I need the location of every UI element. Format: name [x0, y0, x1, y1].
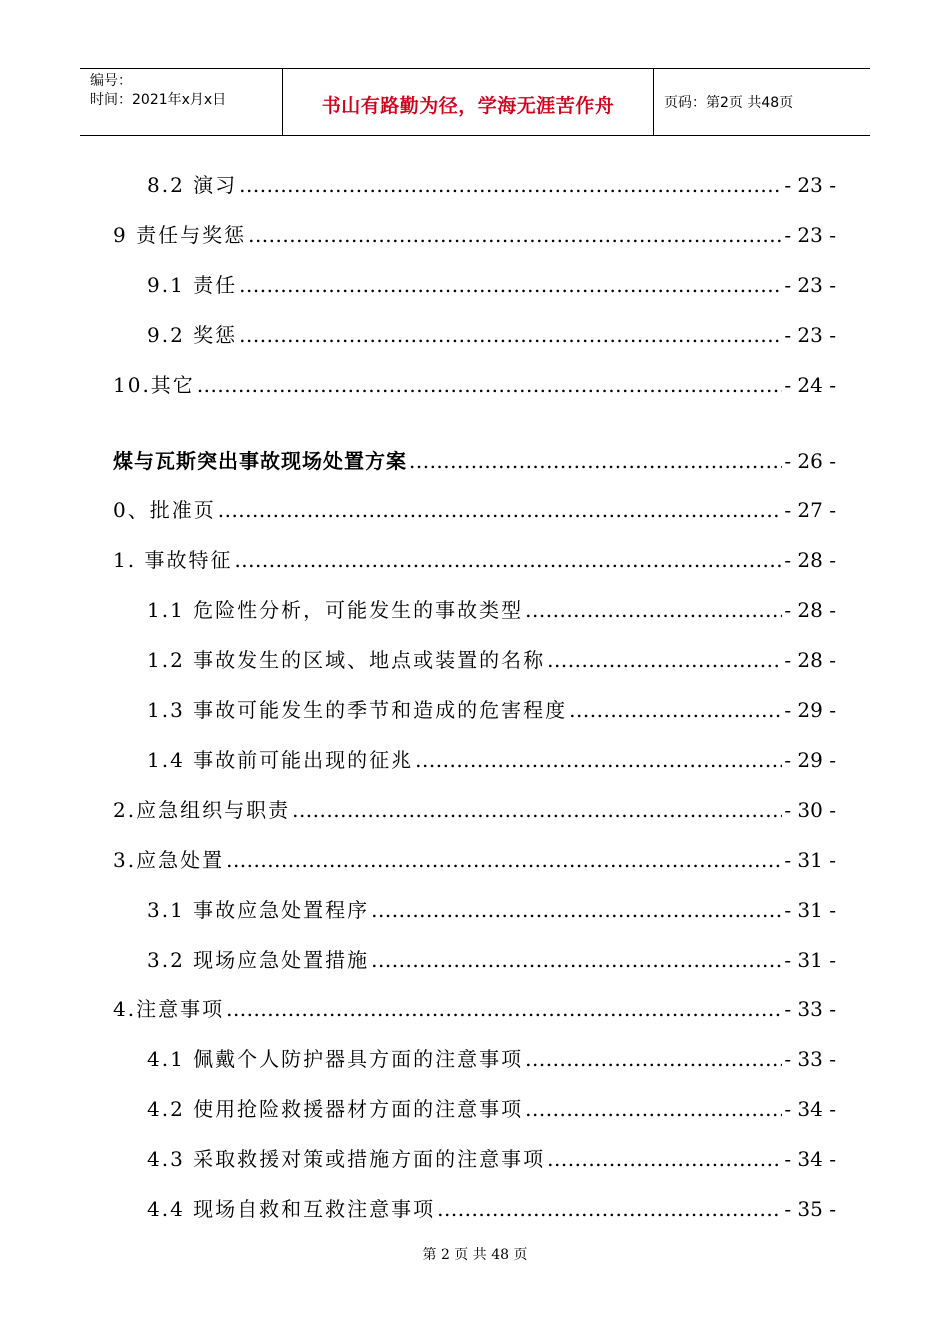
document-date: 时间：2021年x月x日 — [90, 92, 227, 108]
toc-dot-leader — [525, 1094, 782, 1124]
toc-entry-label: 9.2 奖惩 — [147, 322, 238, 347]
toc-entry[interactable] — [113, 545, 836, 575]
toc-dot-leader — [415, 745, 782, 775]
toc-entry-page: - 28 - — [784, 598, 836, 623]
toc-entry-label: 9.1 责任 — [147, 272, 238, 297]
toc-entry-page: - 35 - — [784, 1197, 836, 1221]
toc-dot-leader — [218, 495, 783, 525]
header-motto-cell — [282, 69, 654, 135]
toc-entry-page: - 23 - — [784, 322, 836, 347]
toc-dot-leader — [239, 320, 782, 350]
toc-entry-label: 1.4 事故前可能出现的征兆 — [147, 747, 414, 772]
toc-entry-page: - 26 - — [784, 448, 836, 473]
toc-dot-leader — [525, 595, 782, 625]
toc-entry-label: 4.2 使用抢险救援器材方面的注意事项 — [147, 1097, 524, 1122]
toc-entry[interactable] — [113, 795, 836, 825]
toc-entry-label: 8.2 演习 — [147, 173, 238, 197]
toc-dot-leader — [409, 446, 782, 476]
toc-entry[interactable] — [147, 945, 836, 975]
header-page-cell — [654, 69, 870, 135]
toc-entry[interactable] — [113, 446, 836, 476]
toc-dot-leader — [371, 895, 782, 925]
toc-entry[interactable] — [147, 1044, 836, 1074]
header-meta-cell — [80, 69, 282, 135]
toc-dot-leader — [547, 645, 782, 675]
toc-entry-page: - 31 - — [784, 847, 836, 872]
document-number-label: 编号： — [90, 73, 132, 89]
toc-entry-page: - 23 - — [784, 272, 836, 297]
toc-entry[interactable] — [147, 745, 836, 775]
toc-entry-label: 4.3 采取救援对策或措施方面的注意事项 — [147, 1147, 546, 1172]
toc-entry-page: - 27 - — [784, 498, 836, 523]
toc-entry[interactable] — [147, 270, 836, 300]
toc-entry[interactable] — [113, 495, 836, 525]
toc-dot-leader — [239, 170, 782, 200]
toc-entry-page: - 31 - — [784, 897, 836, 922]
toc-entry-page: - 28 - — [784, 648, 836, 673]
toc-entry[interactable] — [113, 370, 836, 400]
toc-entry[interactable] — [147, 595, 836, 625]
toc-entry-page: - 30 - — [784, 797, 836, 822]
toc-entry[interactable] — [113, 994, 836, 1024]
toc-entry-page: - 24 - — [784, 372, 836, 397]
toc-entry[interactable] — [147, 645, 836, 675]
toc-entry-label: 10.其它 — [113, 372, 195, 397]
toc-entry-page: - 28 - — [784, 548, 836, 573]
toc-entry-label: 1.2 事故发生的区域、地点或装置的名称 — [147, 648, 546, 673]
toc-dot-leader — [197, 370, 783, 400]
toc-dot-leader — [234, 545, 782, 575]
toc-dot-leader — [525, 1044, 782, 1074]
toc-entry-page: - 33 - — [784, 1047, 836, 1072]
toc-dot-leader — [437, 1194, 782, 1224]
toc-entry-label: 0、批准页 — [113, 498, 216, 523]
toc-entry-label: 3.应急处置 — [113, 847, 225, 872]
toc-entry-page: - 29 - — [784, 698, 836, 722]
toc-entry-label: 4.4 现场自救和互救注意事项 — [147, 1197, 436, 1221]
toc-entry[interactable] — [147, 320, 836, 350]
toc-entry-label: 4.1 佩戴个人防护器具方面的注意事项 — [147, 1047, 524, 1072]
toc-entry-page: - 34 - — [784, 1147, 836, 1172]
header-page-info: 页码：第2页 共48页 — [664, 95, 794, 111]
toc-entry-page: - 33 - — [784, 997, 836, 1022]
toc-entry[interactable] — [113, 220, 836, 250]
toc-entry[interactable] — [147, 1094, 836, 1124]
toc-entry-page: - 23 - — [784, 222, 836, 247]
toc-entry-label: 1.3 事故可能发生的季节和造成的危害程度 — [147, 698, 568, 722]
toc-dot-leader — [226, 994, 782, 1024]
page-header — [80, 68, 870, 136]
toc-dot-leader — [248, 220, 782, 250]
toc-entry[interactable] — [147, 170, 836, 200]
toc-dot-leader — [371, 945, 782, 975]
toc-entry-label: 3.1 事故应急处置程序 — [147, 897, 370, 922]
toc-entry-label: 1. 事故特征 — [113, 548, 233, 573]
toc-dot-leader — [547, 1144, 782, 1174]
toc-dot-leader — [292, 795, 782, 825]
page-footer: 第 2 页 共 48 页 — [422, 1247, 528, 1263]
toc-entry[interactable] — [147, 1194, 836, 1224]
toc-entry[interactable] — [147, 1144, 836, 1174]
toc-entry-page: - 23 - — [784, 173, 836, 197]
header-motto: 书山有路勤为径，学海无涯苦作舟 — [321, 95, 615, 117]
toc-entry-label: 2.应急组织与职责 — [113, 797, 291, 822]
toc-dot-leader — [569, 695, 782, 725]
toc-entry-label: 4.注意事项 — [113, 997, 225, 1022]
toc-dot-leader — [239, 270, 782, 300]
toc-entry-label: 煤与瓦斯突出事故现场处置方案 — [113, 448, 407, 473]
toc-entry-page: - 29 - — [784, 747, 836, 772]
toc-dot-leader — [226, 845, 782, 875]
toc-entry-label: 9 责任与奖惩 — [113, 222, 247, 247]
toc-entry[interactable] — [147, 695, 836, 725]
toc-entry[interactable] — [147, 895, 836, 925]
toc-entry[interactable] — [113, 845, 836, 875]
toc-entry-page: - 34 - — [784, 1097, 836, 1122]
toc-entry-page: - 31 - — [784, 947, 836, 972]
toc-entry-label: 1.1 危险性分析，可能发生的事故类型 — [147, 598, 524, 623]
toc-entry-label: 3.2 现场应急处置措施 — [147, 947, 370, 972]
